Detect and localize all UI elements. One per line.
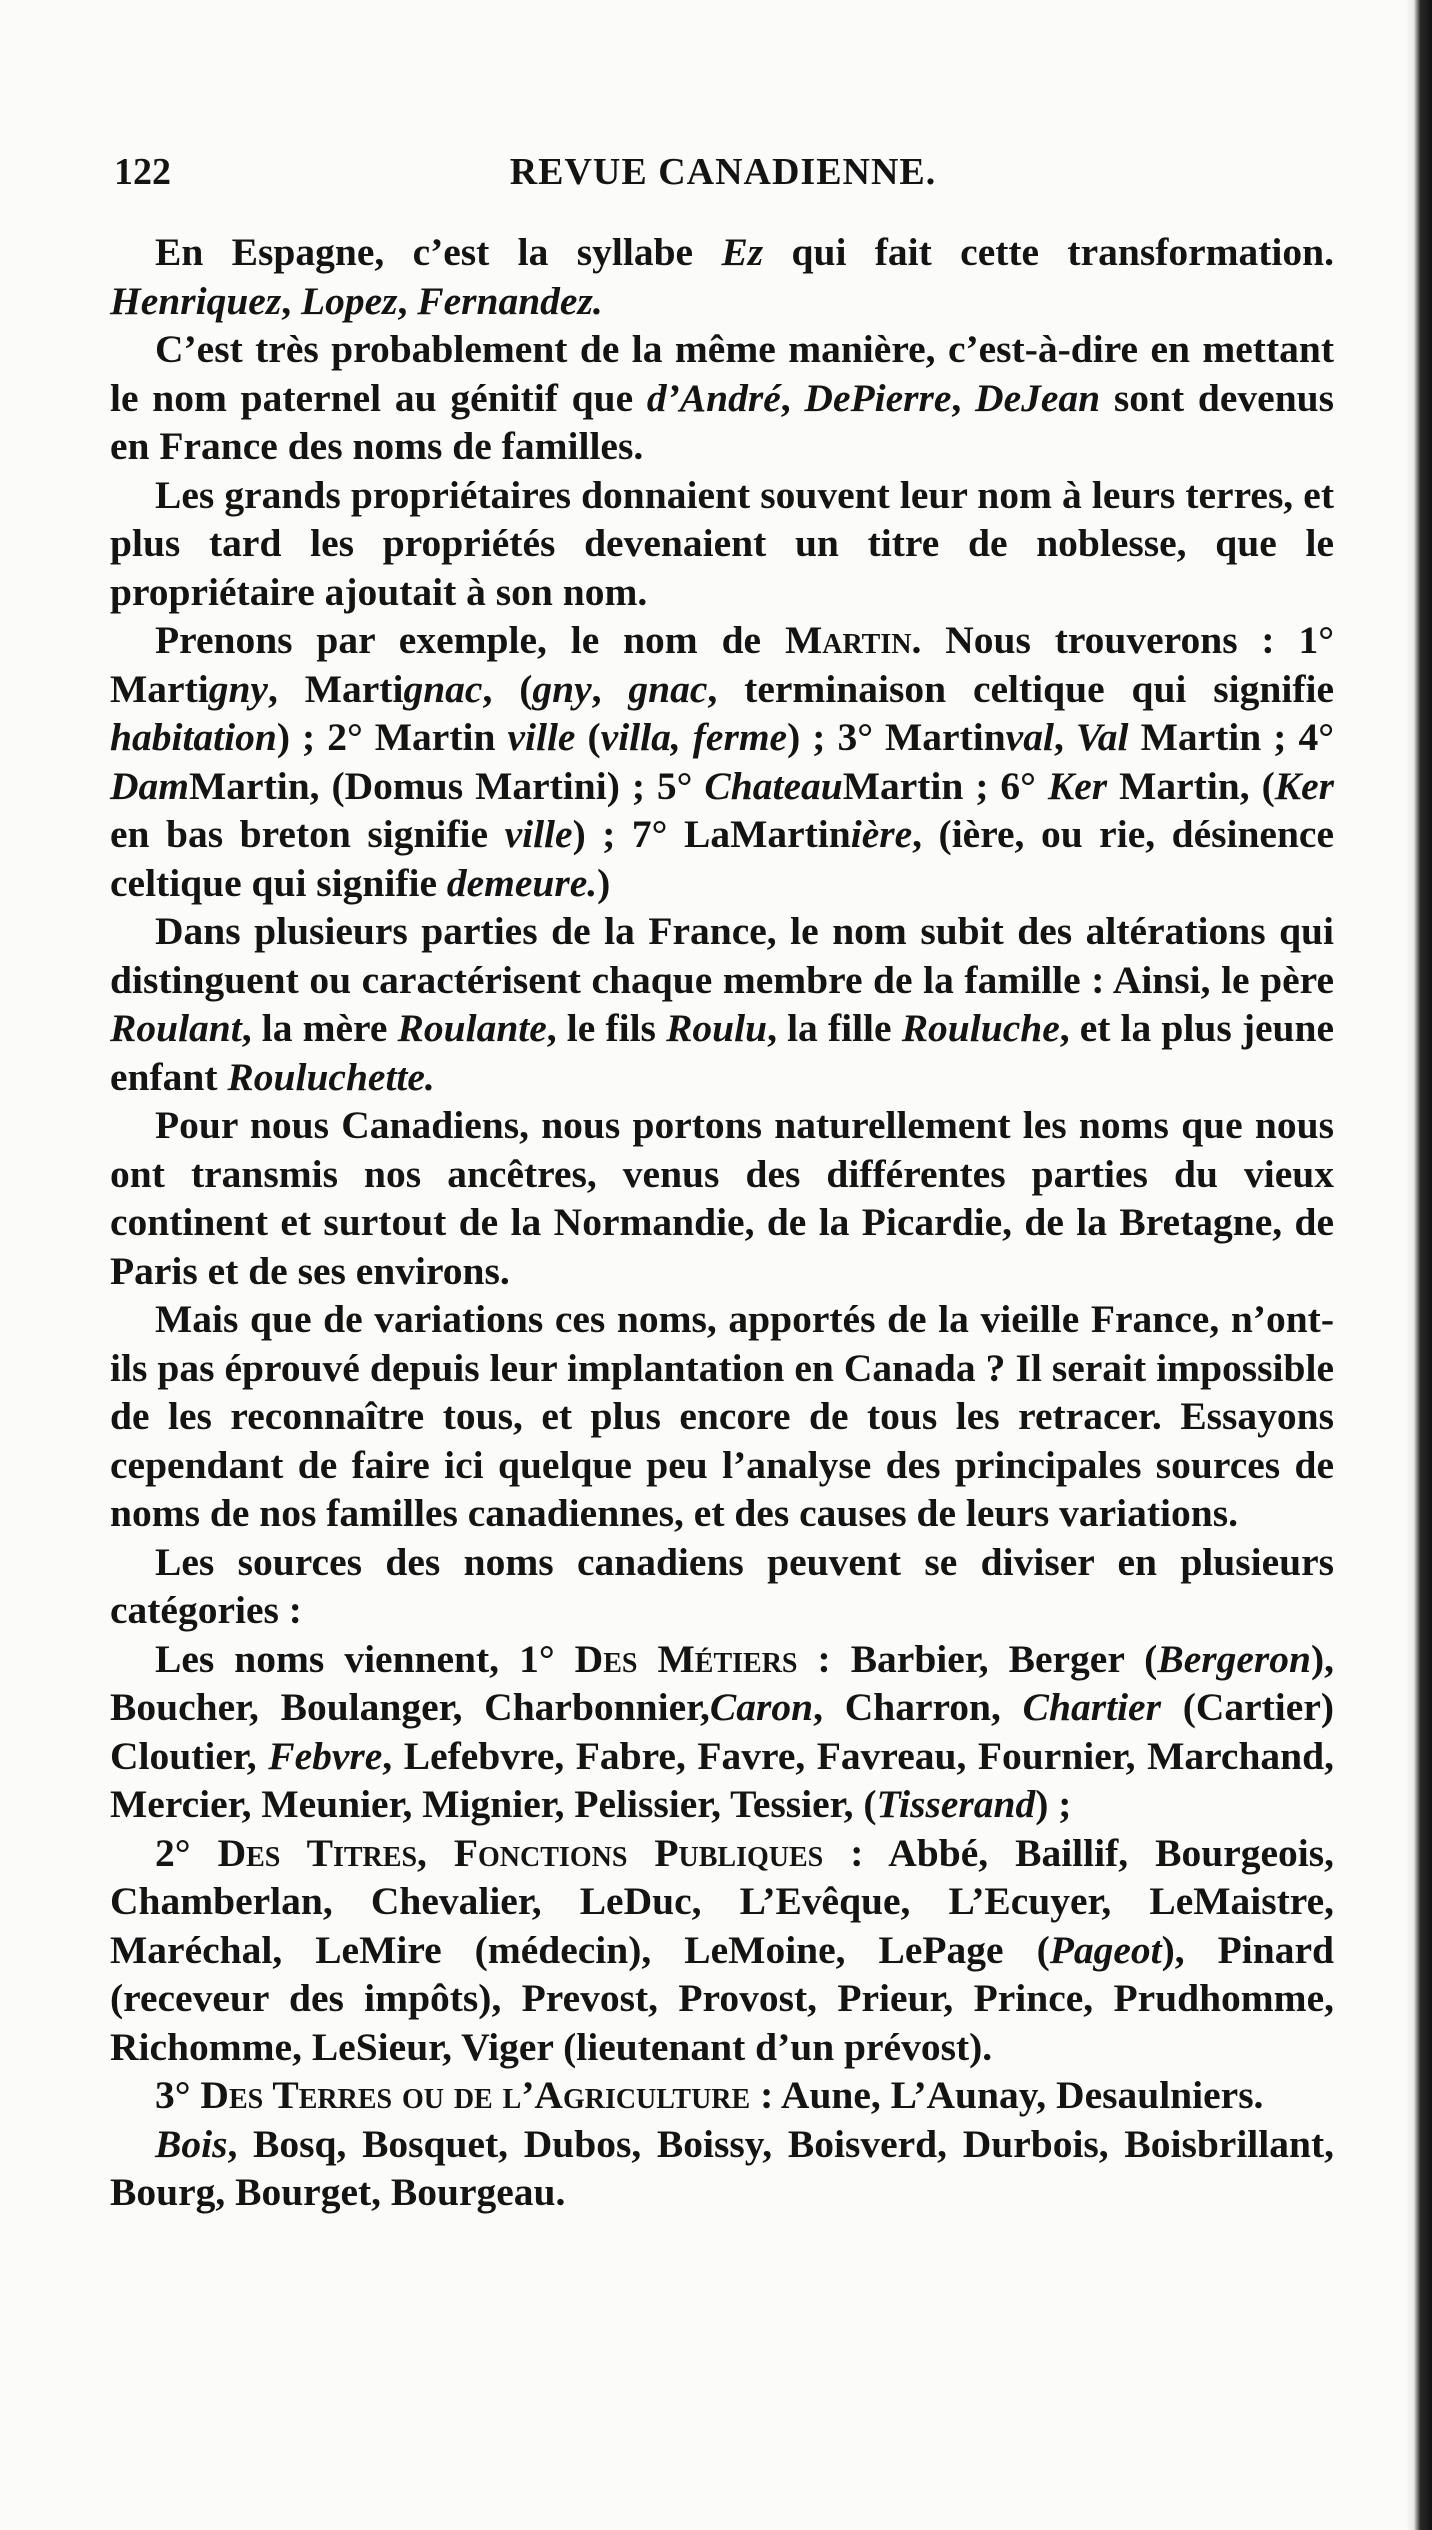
italic-run: gny (208, 666, 268, 711)
italic-run: Pageot (1049, 1927, 1162, 1972)
italic-run: Ker (1274, 763, 1334, 808)
italic-run: Lopez (300, 278, 398, 323)
text-run: Pour nous Canadiens, nous portons naturellement les noms que nous ont transmis nos ancêtres, venus des différentes parties du vieux continent et surtout de la Normandie, de la Picardie, de la Bretagne, de Paris et de ses environs. (110, 1103, 1334, 1293)
text-run: Dans plusieurs parties de la France, le nom subit des altérations qui distinguent ou caractérisent chaque membre de la famille : Ainsi, le père (110, 909, 1334, 1002)
italic-run: gny (532, 666, 592, 711)
page-header (114, 150, 1332, 200)
smallcaps-run: Des Terres ou de l’Agriculture (200, 2073, 751, 2117)
text-run: , terminaison celtique qui signifie (707, 666, 1335, 711)
text-run: Mais que de variations ces noms, apportés de la vieille France, n’ont-ils pas éprouvé depuis leur implantation en Canada ? Il serait impossible de les reconnaître tous, et plus encore de tous les retracer. Essayons cependant de faire ici quelque peu l’analyse des principales sources de noms de nos familles canadiennes, et des causes de leurs variations. (110, 1297, 1334, 1535)
paragraph (110, 1829, 1334, 2072)
text-run: ( (575, 715, 601, 759)
italic-run: Rouluche (901, 1006, 1060, 1050)
italic-run: ière (850, 812, 913, 856)
text-run: Prenons par exemple, le nom de (155, 618, 785, 662)
text-run: , (591, 666, 629, 711)
smallcaps-run: Des Métiers (574, 1636, 798, 1681)
italic-run: Bergeron (1157, 1636, 1311, 1681)
italic-run: Chateau (704, 763, 843, 808)
running-title: REVUE CANADIENNE. (509, 151, 937, 193)
italic-run: Rouluchette. (227, 1054, 435, 1099)
italic-run: Chartier (1022, 1685, 1161, 1729)
paragraph (110, 471, 1334, 617)
text-run: 2° (155, 1830, 218, 1875)
italic-run: d’André (646, 375, 781, 420)
text-run: , (397, 278, 418, 323)
italic-run: Dam (110, 763, 189, 808)
italic-run: demeure. (446, 860, 598, 905)
text-run: Les sources des noms canadiens peuvent se diviser en plusieurs catégories : (110, 1539, 1334, 1632)
page-edge-shadow (1406, 0, 1432, 2530)
text-run: C’est très probablement de la même manière, c’est-à-dire en mettant le nom paternel au génitif que (110, 327, 1334, 420)
text-run: qui fait cette transformation. (763, 230, 1334, 274)
italic-run: Ker (1047, 763, 1108, 808)
italic-run: Henriquez (110, 278, 282, 323)
smallcaps-run: Des Titres, Fonctions Publiques (217, 1830, 824, 1875)
italic-run: villa, ferme (600, 715, 788, 759)
text-run: (Cartier) Cloutier, (110, 1685, 1335, 1778)
text-run: , Lefebvre, Fabre, Favre, Favreau, Fournier, Marchand, Mercier, Meunier, Mignier, Pelissier, Tessier, ( (110, 1733, 1334, 1826)
italic-run: gnac (628, 666, 708, 711)
text-run: , et la plus jeune enfant (110, 1006, 1334, 1099)
text-run: , (281, 278, 301, 323)
text-run: : Abbé, Baillif, Bourgeois, Chamberlan, Chevalier, LeDuc, L’Evêque, L’Ecuyer, LeMaistre, Maréchal, LeMire (médecin), LeMoine, LePage ( (110, 1830, 1334, 1972)
text-run: , le fils (546, 1006, 667, 1050)
text-run: ), Pinard (receveur des impôts), Prevost, Provost, Prieur, Prince, Prudhomme, Richomme, LeSieur, Viger (lieutenant d’un prévost). (110, 1927, 1334, 2069)
text-run: ), Boucher, Boulanger, Charbonnier, (110, 1636, 1334, 1729)
text-run: , la fille (767, 1006, 902, 1050)
paragraph (110, 325, 1334, 471)
text-run: : Barbier, Berger ( (797, 1636, 1158, 1681)
italic-run: ville (504, 812, 573, 856)
text-run: ) ; 2° Martin (276, 715, 508, 759)
text-run: Martin, (Domus Martini) ; 5° (189, 763, 705, 808)
text-run: , (780, 375, 805, 420)
italic-run: val (1005, 715, 1054, 759)
text-run: , Bosq, Bosquet, Dubos, Boissy, Boisverd, Durbois, Boisbrillant, Bourg, Bourget, Bourgeau. (110, 2121, 1334, 2214)
text-run: en bas breton signifie (110, 812, 505, 856)
text-run: , Marti (267, 666, 404, 711)
text-run: , la mère (241, 1006, 398, 1050)
italic-run: Bois (155, 2121, 228, 2166)
italic-run: Roulant (110, 1006, 242, 1050)
text-run: Les noms viennent, 1° (155, 1636, 575, 1681)
text-run: , ( (482, 666, 533, 711)
text-run: ) (597, 860, 611, 905)
italic-run: habitation (110, 715, 277, 759)
text-run: Martin, ( (1107, 763, 1275, 808)
text-run: , (ière, ou rie, désinence celtique qui signifie (110, 812, 1334, 905)
text-run: , (1053, 715, 1076, 759)
paragraph (110, 1295, 1334, 1538)
italic-run: Febvre (268, 1733, 383, 1778)
italic-run: Caron (709, 1685, 814, 1729)
text-run: ) ; 3° Martin (787, 715, 1006, 759)
text-run: 3° (155, 2073, 201, 2117)
italic-run: DeJean (975, 375, 1101, 420)
italic-run: Tisserand (876, 1782, 1036, 1826)
body-text (110, 228, 1334, 2217)
text-run: , (951, 375, 976, 420)
italic-run: Roulu (666, 1006, 768, 1050)
text-run: Martin ; 4° (1128, 715, 1334, 759)
text-run: sont devenus en France des noms de familles. (110, 375, 1334, 468)
paragraph (110, 1538, 1334, 1635)
paragraph (110, 1635, 1334, 1829)
text-run: ) ; (1035, 1782, 1072, 1826)
text-run: , Charron, (813, 1685, 1023, 1729)
paragraph (110, 1101, 1334, 1295)
text-run: . Nous trouverons : 1° Marti (110, 618, 1334, 711)
italic-run: DePierre (804, 375, 952, 420)
italic-run: gnac (403, 666, 483, 711)
paragraph (110, 2071, 1334, 2120)
paragraph (110, 616, 1334, 907)
paragraph (110, 2120, 1334, 2217)
italic-run: Ez (721, 230, 764, 274)
text-run: En Espagne, c’est la syllabe (155, 230, 722, 274)
text-run: : Aune, L’Aunay, Desaulniers. (750, 2073, 1264, 2117)
paragraph (110, 228, 1334, 325)
italic-run: Fernandez. (417, 278, 603, 323)
italic-run: Roulante (397, 1006, 547, 1050)
text-run: ) ; 7° LaMartin (572, 812, 851, 856)
italic-run: ville (507, 715, 576, 759)
text-run: Les grands propriétaires donnaient souvent leur nom à leurs terres, et plus tard les propriétés devenaient un titre de noblesse, que le propriétaire ajoutait à son nom. (110, 472, 1334, 614)
smallcaps-run: Martin (784, 618, 912, 662)
paragraph (110, 907, 1334, 1101)
text-run: Martin ; 6° (842, 763, 1048, 808)
italic-run: Val (1075, 715, 1129, 759)
page-number: 122 (114, 151, 171, 193)
